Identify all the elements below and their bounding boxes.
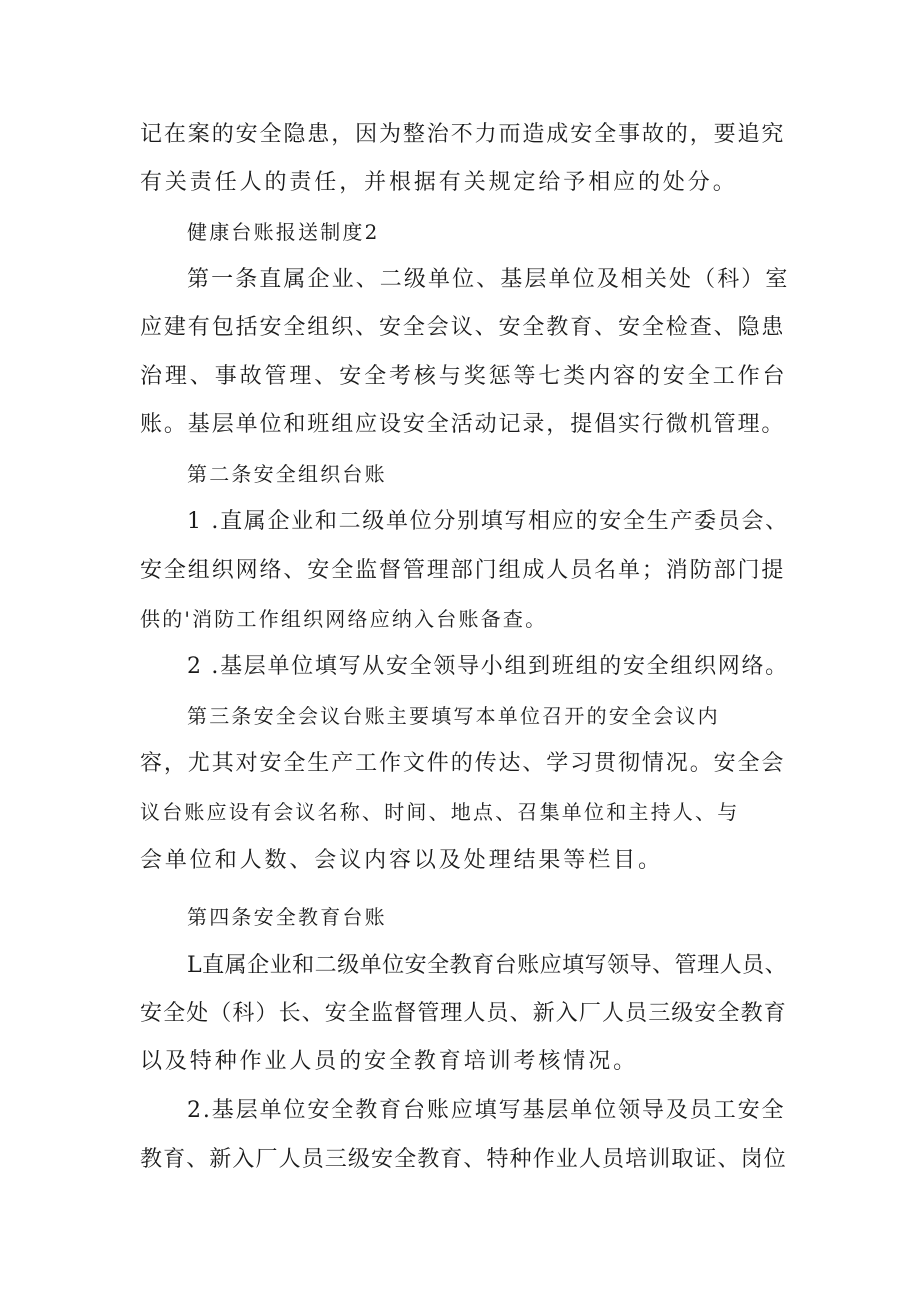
text-line-16: 会单位和人数、会议内容以及处理结果等栏目。 xyxy=(140,848,663,873)
text-line-7: 账。基层单位和班组应设安全活动记录，提倡实行微机管理。 xyxy=(140,412,786,437)
text-line-20: 以及特种作业人员的安全教育培训考核情况。 xyxy=(140,1049,639,1074)
text-line-5: 应建有包括安全组织、安全会议、安全教育、安全检查、隐患 xyxy=(140,315,786,340)
text-line-11: 供的'消防工作组织网络应纳入台账备查。 xyxy=(140,607,548,631)
text-line-10: 安全组织网络、安全监督管理部门组成人员名单；消防部门提 xyxy=(140,558,786,583)
text-line-15: 议台账应设有会议名称、时间、地点、召集单位和主持人、与 xyxy=(140,800,740,824)
text-line-2: 有关责任人的责任，并根据有关规定给予相应的处分。 xyxy=(140,170,738,195)
text-line-6: 治理、事故管理、安全考核与奖惩等七类内容的安全工作台 xyxy=(140,364,788,389)
text-line-12: 2 .基层单位填写从安全领导小组到班组的安全组织网络。 xyxy=(187,654,789,679)
text-line-9: 1 .直属企业和二级单位分别填写相应的安全生产委员会、 xyxy=(187,509,789,534)
text-line-22: 教育、新入厂人员三级安全教育、特种作业人员培训取证、岗位 xyxy=(140,1147,787,1172)
text-line-4: 第一条直属企业、二级单位、基层单位及相关处（科）室 xyxy=(187,267,790,292)
text-line-21: 2.基层单位安全教育台账应填写基层单位领导及员工安全 xyxy=(187,1098,786,1123)
text-line-18: L直属企业和二级单位安全教育台账应填写领导、管理人员、 xyxy=(187,953,788,978)
text-line-14: 容，尤其对安全生产工作文件的传达、学习贯彻情况。安全会 xyxy=(140,751,786,776)
text-line-1: 记在案的安全隐患，因为整治不力而造成安全事故的，要追究 xyxy=(140,122,786,147)
article-heading-2: 第二条安全组织台账 xyxy=(187,462,387,486)
text-line-19: 安全处（科）长、安全监督管理人员、新入厂人员三级安全教育 xyxy=(140,1001,787,1026)
section-heading: 健康台账报送制度2 xyxy=(187,220,380,244)
article-heading-4: 第四条安全教育台账 xyxy=(187,905,387,929)
text-line-13: 第三条安全会议台账主要填写本单位召开的安全会议内 xyxy=(187,704,720,728)
